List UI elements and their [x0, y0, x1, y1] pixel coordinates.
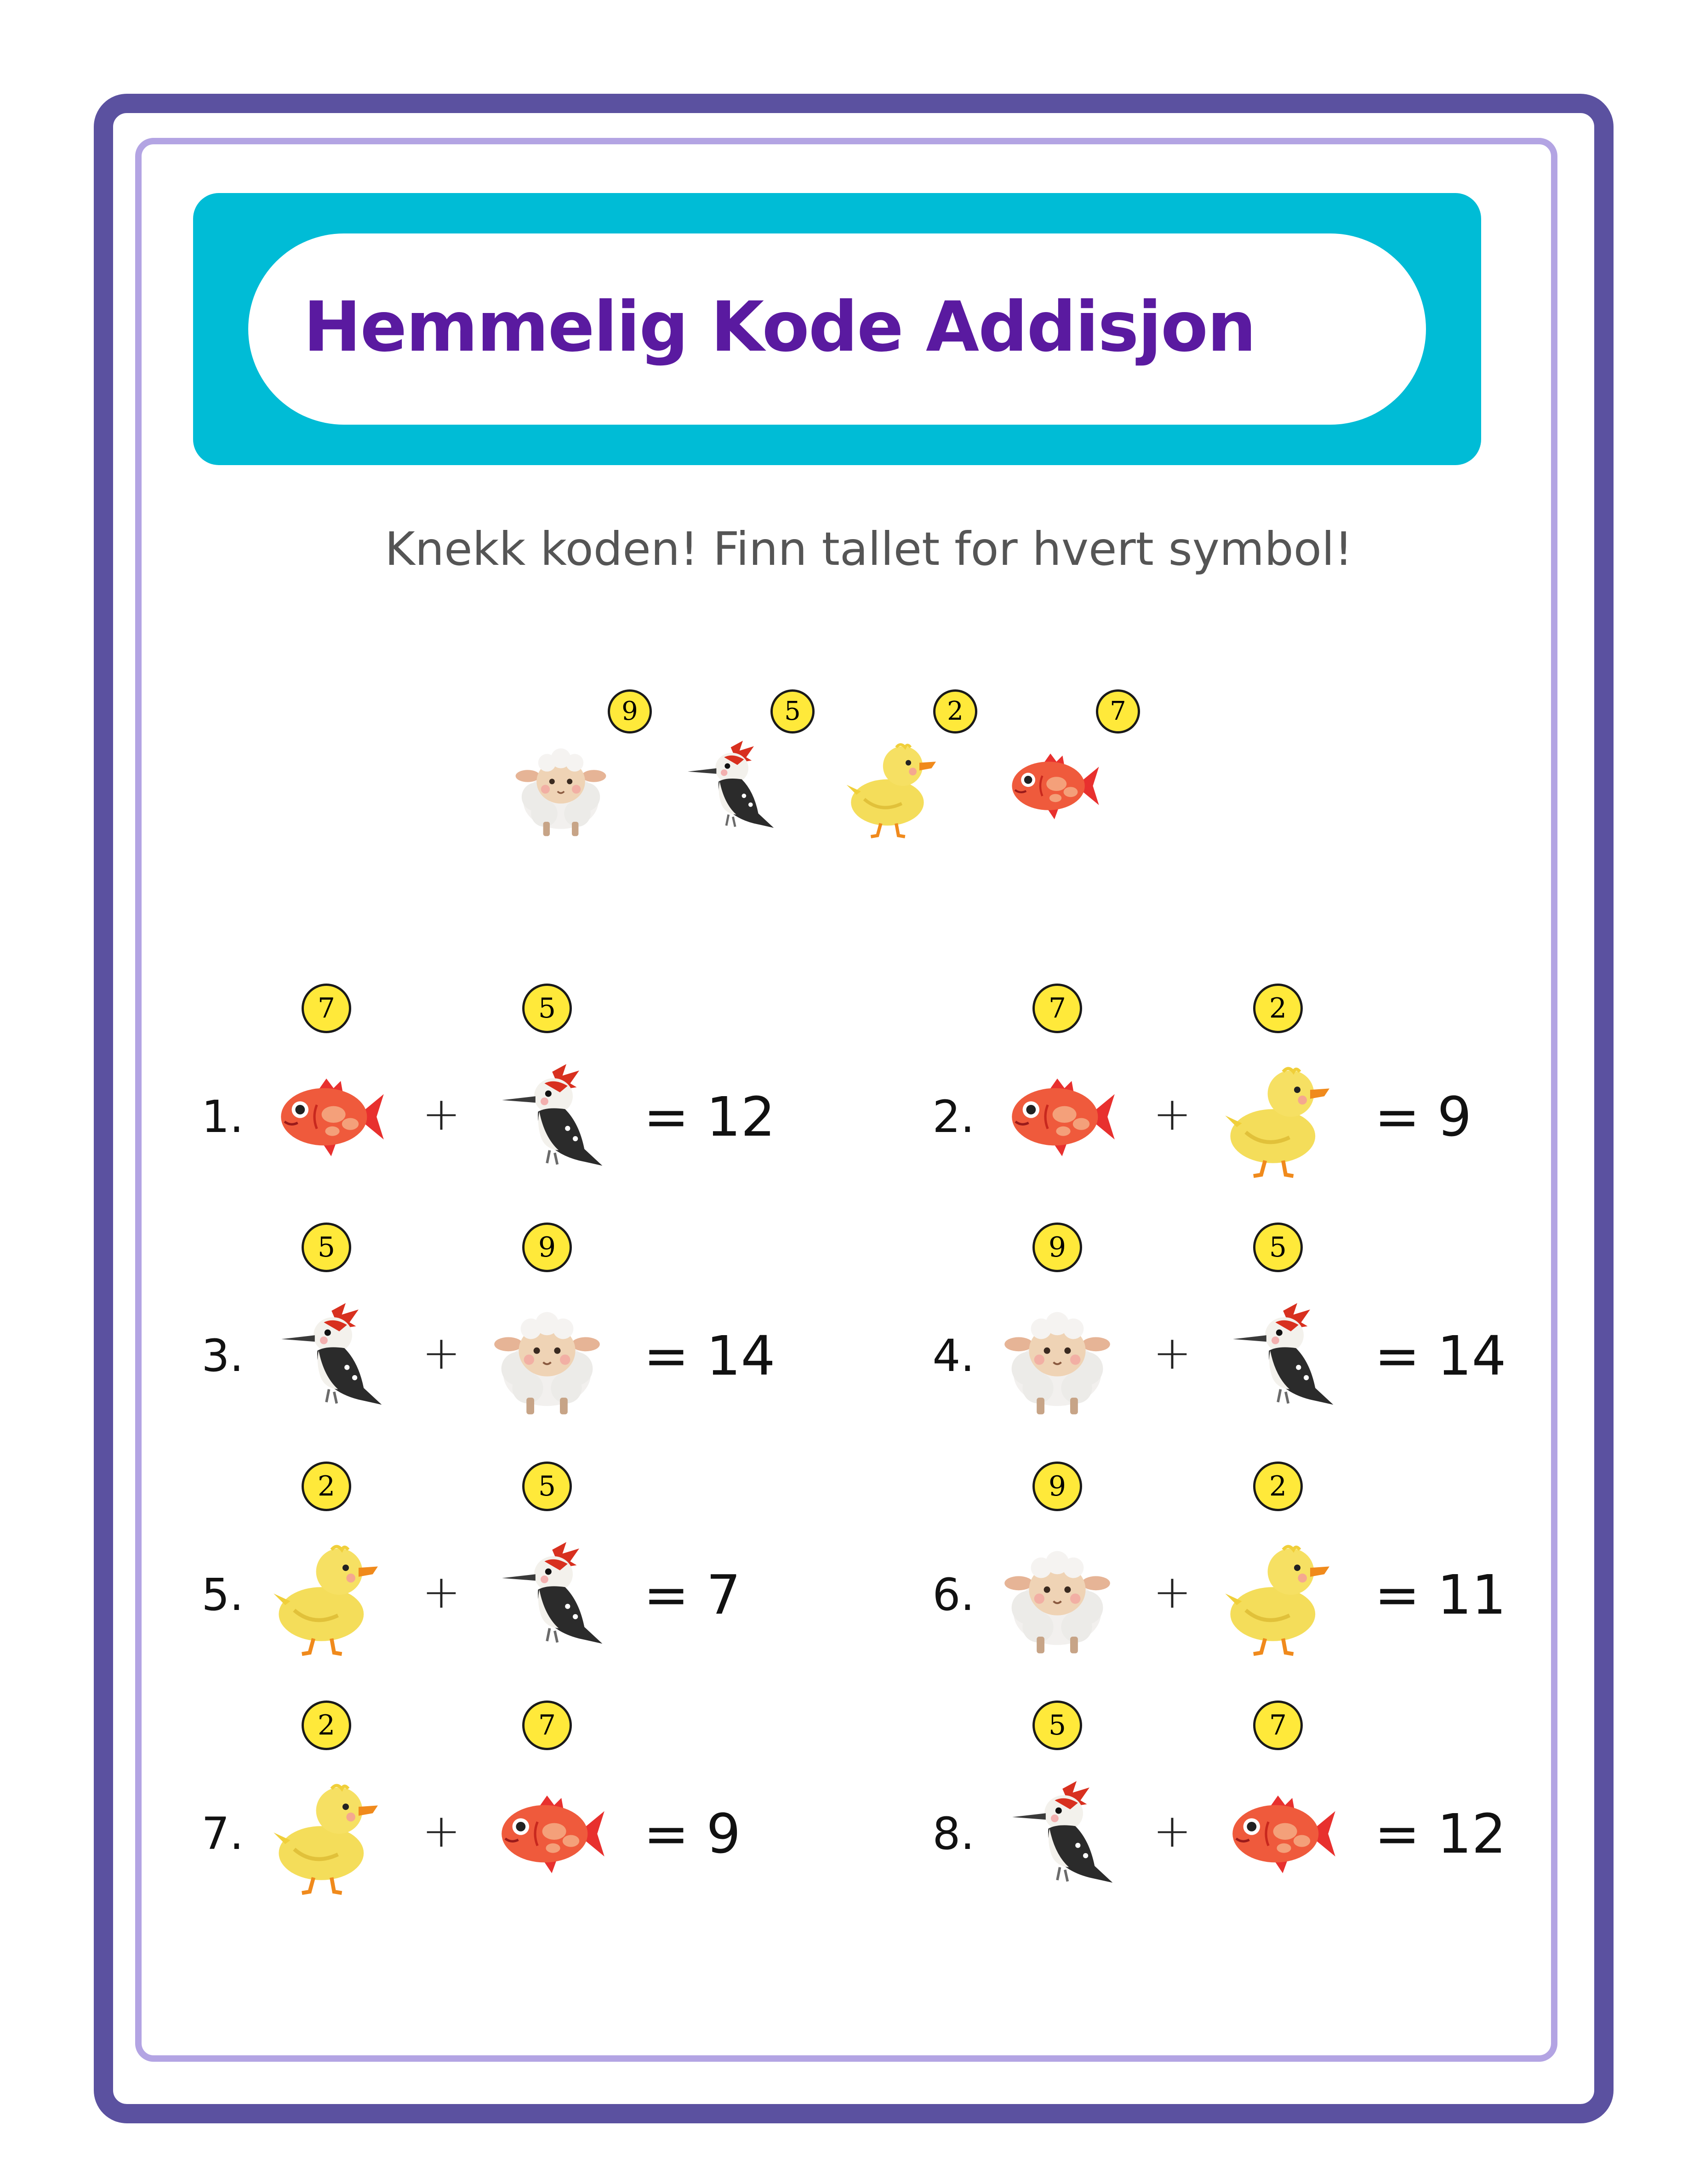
page-title: Hemmelig Kode Addisjon — [303, 287, 1255, 367]
problem-number: 5. — [201, 1569, 244, 1621]
plus-sign: + — [1153, 1565, 1192, 1619]
code-badge: 7 — [1032, 984, 1082, 1033]
woodpecker-icon — [483, 1528, 611, 1661]
plus-sign: + — [422, 1326, 461, 1380]
code-badge: 7 — [302, 984, 351, 1033]
sheep-icon — [993, 1289, 1122, 1422]
sheep-icon — [506, 731, 616, 841]
fish-icon — [473, 1774, 621, 1894]
problem-result: = 14 — [644, 1324, 776, 1388]
problem-number: 3. — [201, 1330, 244, 1382]
plus-sign: + — [422, 1804, 461, 1858]
duck-icon — [262, 1528, 391, 1661]
code-badge: 5 — [1032, 1701, 1082, 1750]
code-badge: 5 — [302, 1223, 351, 1272]
duck-icon — [837, 731, 947, 841]
problem-result: = 12 — [1374, 1802, 1506, 1866]
duck-icon — [262, 1767, 391, 1900]
code-badge: 2 — [1253, 984, 1303, 1033]
fish-icon — [1204, 1774, 1352, 1894]
woodpecker-icon — [262, 1289, 391, 1422]
code-badge: 9 — [1032, 1223, 1082, 1272]
fish-icon — [253, 1057, 400, 1177]
plus-sign: + — [1153, 1326, 1192, 1380]
problem-number: 2. — [932, 1091, 975, 1143]
code-badge: 2 — [302, 1462, 351, 1511]
code-badge: 2 — [1253, 1462, 1303, 1511]
problem-number: 1. — [201, 1091, 244, 1143]
plus-sign: + — [422, 1565, 461, 1619]
key-badge-duck: 2 — [933, 689, 977, 734]
problem-number: 8. — [932, 1808, 975, 1860]
sheep-icon — [483, 1289, 611, 1422]
problem-number: 7. — [201, 1808, 244, 1860]
problem-result: = 14 — [1374, 1324, 1506, 1388]
woodpecker-icon — [1214, 1289, 1342, 1422]
code-badge: 9 — [1032, 1462, 1082, 1511]
problem-result: = 11 — [1374, 1563, 1506, 1627]
code-badge: 5 — [1253, 1223, 1303, 1272]
plus-sign: + — [1153, 1804, 1192, 1858]
code-badge: 7 — [1253, 1701, 1303, 1750]
code-badge: 5 — [522, 1462, 572, 1511]
problem-result: = 9 — [644, 1802, 741, 1866]
problem-result: = 9 — [1374, 1085, 1472, 1149]
sheep-icon — [993, 1528, 1122, 1661]
fish-icon — [993, 735, 1108, 836]
duck-icon — [1214, 1050, 1342, 1183]
woodpecker-icon — [993, 1767, 1122, 1900]
problem-number: 6. — [932, 1569, 975, 1621]
code-badge: 2 — [302, 1701, 351, 1750]
code-badge: 5 — [522, 984, 572, 1033]
instructions-text: Knekk koden! Finn tallet for hvert symbol! — [385, 522, 1353, 576]
problem-number: 4. — [932, 1330, 975, 1382]
problem-result: = 7 — [644, 1563, 741, 1627]
fish-icon — [984, 1057, 1131, 1177]
plus-sign: + — [422, 1087, 461, 1141]
code-badge: 9 — [522, 1223, 572, 1272]
woodpecker-icon — [671, 731, 781, 841]
key-badge-sheep: 9 — [608, 689, 652, 734]
code-badge: 7 — [522, 1701, 572, 1750]
key-badge-fish: 7 — [1096, 689, 1140, 734]
duck-icon — [1214, 1528, 1342, 1661]
problem-result: = 12 — [644, 1085, 776, 1149]
key-badge-woodpecker: 5 — [770, 689, 815, 734]
plus-sign: + — [1153, 1087, 1192, 1141]
woodpecker-icon — [483, 1050, 611, 1183]
